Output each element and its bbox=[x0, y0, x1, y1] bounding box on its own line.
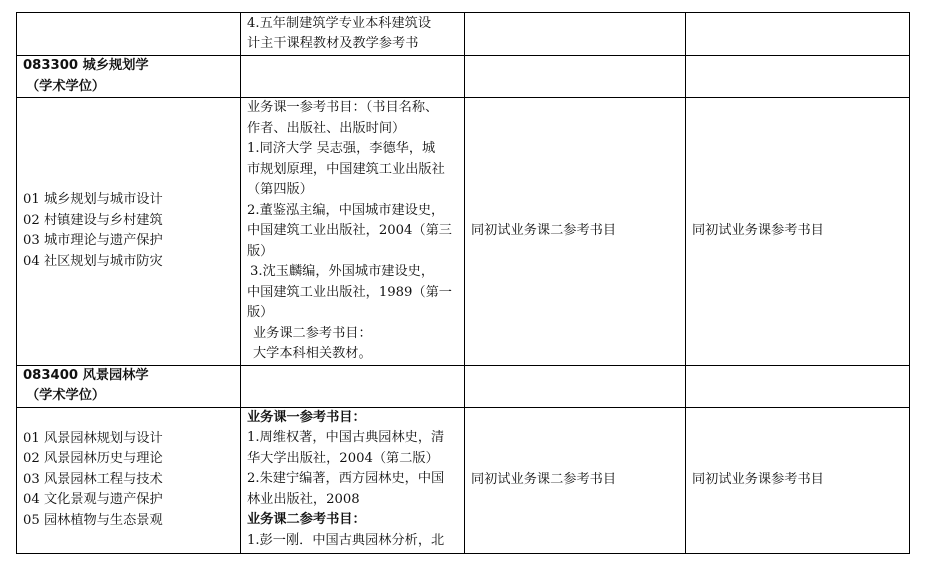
references-cell bbox=[241, 98, 465, 366]
ref-heading: 业务课一参考书目： bbox=[247, 409, 366, 425]
table-cell bbox=[465, 13, 686, 56]
direction-item: 04 社区规划与城市防灾 bbox=[23, 253, 163, 269]
cell-line: 4.五年制建筑学专业本科建筑设 bbox=[247, 15, 432, 31]
ref-line: 林业出版社，2008 bbox=[247, 491, 360, 507]
ref-line: 2.朱建宁编著，西方园林史，中国 bbox=[247, 471, 445, 486]
ref-line: 1.彭一刚．中国古典园林分析，北 bbox=[247, 532, 445, 548]
ref-line: 市规划原理，中国建筑工业出版社 bbox=[247, 161, 445, 177]
retest-ref-cell: 同初试业务课二参考书目 bbox=[465, 98, 686, 366]
table-cell bbox=[241, 13, 465, 56]
direction-item: 03 风景园林工程与技术 bbox=[23, 471, 163, 487]
direction-item: 05 园林植物与生态景观 bbox=[23, 512, 163, 528]
ref-line: 大学本科相关教材。 bbox=[253, 346, 372, 361]
ref-line: 中国建筑工业出版社，2004（第三 bbox=[247, 223, 452, 238]
ref-line: 3.沈玉麟编，外国城市建设史， bbox=[250, 264, 435, 279]
degree-type: （学术学位） bbox=[26, 388, 106, 403]
directions-cell bbox=[17, 98, 241, 366]
major-header-cell bbox=[17, 365, 241, 407]
direction-item: 02 风景园林历史与理论 bbox=[23, 451, 163, 467]
direction-item: 01 城乡规划与城市设计 bbox=[23, 192, 163, 208]
direction-item: 03 城市理论与遗产保护 bbox=[23, 233, 163, 249]
cell-line: 计主干课程教材及教学参考书 bbox=[247, 36, 419, 51]
retest-ref-cell: 同初试业务课二参考书目 bbox=[465, 407, 686, 553]
ref-line: 作者、出版社、出版时间） bbox=[247, 120, 406, 136]
table-cell bbox=[686, 13, 910, 56]
table-cell bbox=[241, 56, 465, 98]
ref-line: 2.董鉴泓主编，中国城市建设史， bbox=[247, 202, 445, 218]
reference-table bbox=[16, 12, 910, 554]
ref-line: 中国建筑工业出版社，1989（第一 bbox=[247, 284, 452, 300]
major-code-name: 083400 风景园林学 bbox=[23, 367, 149, 383]
table-row bbox=[17, 407, 910, 553]
major-code-name: 083300 城乡规划学 bbox=[23, 58, 149, 73]
table-row bbox=[17, 365, 910, 407]
ref-line: 华大学出版社，2004（第二版） bbox=[247, 450, 439, 466]
ref-heading: 业务课二参考书目： bbox=[247, 512, 366, 527]
ref-line: 业务课一参考书目：（书目名称、 bbox=[247, 100, 439, 115]
table-cell bbox=[17, 13, 241, 56]
ref-line: 1.同济大学 吴志强，李德华，城 bbox=[247, 141, 436, 156]
table-row bbox=[17, 13, 910, 56]
table-cell bbox=[241, 365, 465, 407]
direction-item: 04 文化景观与遗产保护 bbox=[23, 492, 163, 508]
major-header-cell bbox=[17, 56, 241, 98]
direction-item: 01 风景园林规划与设计 bbox=[23, 430, 163, 446]
ref-line: 1.周维权著，中国古典园林史，清 bbox=[247, 430, 445, 445]
ref-line: 版） bbox=[247, 243, 274, 259]
table-cell bbox=[465, 365, 686, 407]
degree-type: （学术学位） bbox=[26, 78, 106, 94]
directions-cell bbox=[17, 407, 241, 553]
direction-item: 02 村镇建设与乡村建筑 bbox=[23, 212, 163, 228]
table-row bbox=[17, 56, 910, 98]
references-cell bbox=[241, 407, 465, 553]
ref-line: （第四版） bbox=[247, 182, 313, 197]
extra-ref-cell: 同初试业务课参考书目 bbox=[686, 98, 910, 366]
table-cell bbox=[686, 365, 910, 407]
ref-line: 业务课二参考书目： bbox=[253, 325, 372, 341]
table-cell bbox=[465, 56, 686, 98]
table-cell bbox=[686, 56, 910, 98]
ref-line: 版） bbox=[247, 305, 274, 320]
table-row bbox=[17, 98, 910, 366]
extra-ref-cell: 同初试业务课参考书目 bbox=[686, 407, 910, 553]
